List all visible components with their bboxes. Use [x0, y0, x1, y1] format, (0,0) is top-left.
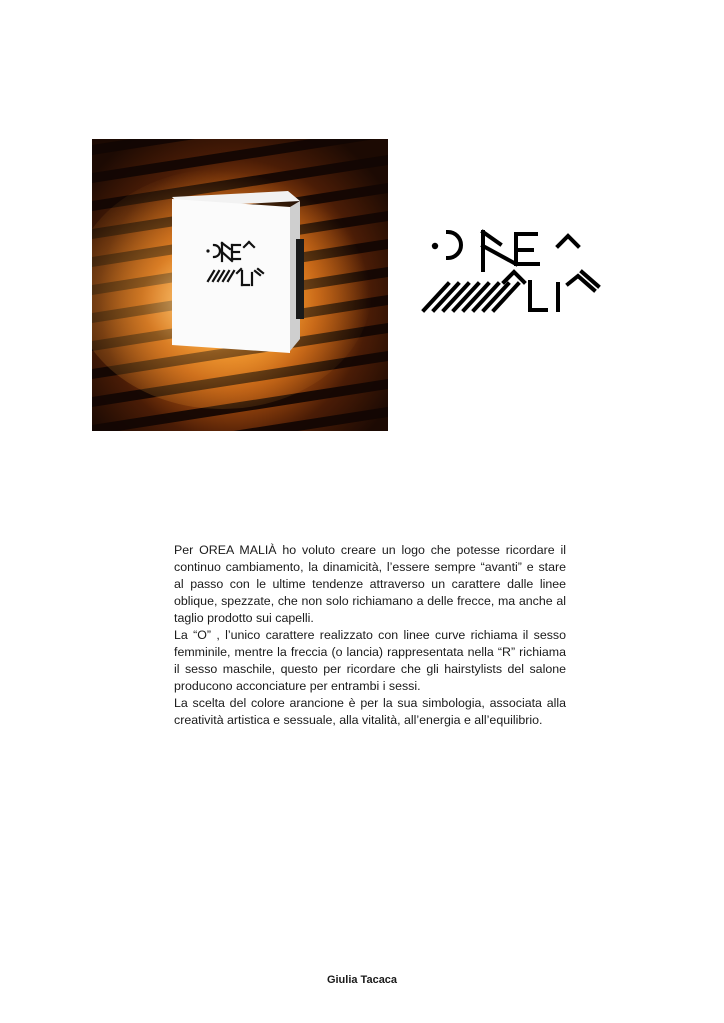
lightbox-sign-photo [92, 139, 388, 431]
paragraph-letter-symbolism: La “O” , l’unico carattere realizzato con linee curve richiama il sesso femminile, mentre la freccia (o lancia) rappresentata nella “R” richiama il sesso maschile, questo per ricordare che gli hairstylists del salone producono acconciature per entrambi i sessi. [174, 628, 566, 693]
author-name: Giulia Tacaca [326, 974, 398, 986]
orea-malia-logo [418, 224, 602, 314]
paragraph-color-choice: La scelta del colore arancione è per la sua simbologia, associata alla creatività artistica e sessuale, alla vitalità, all’energia e all’equilibrio. [174, 696, 566, 727]
paragraph-logo-concept: Per OREA MALIÀ ho voluto creare un logo che potesse ricordare il continuo cambiamento, la dinamicità, l’essere sempre “avanti” e stare al passo con le ultime tendenze attraverso un carattere dalle linee oblique, spezzate, che non solo richiamano a delle frecce, ma anche al taglio prodotto sui capelli. [174, 543, 566, 625]
description-text [174, 542, 566, 729]
